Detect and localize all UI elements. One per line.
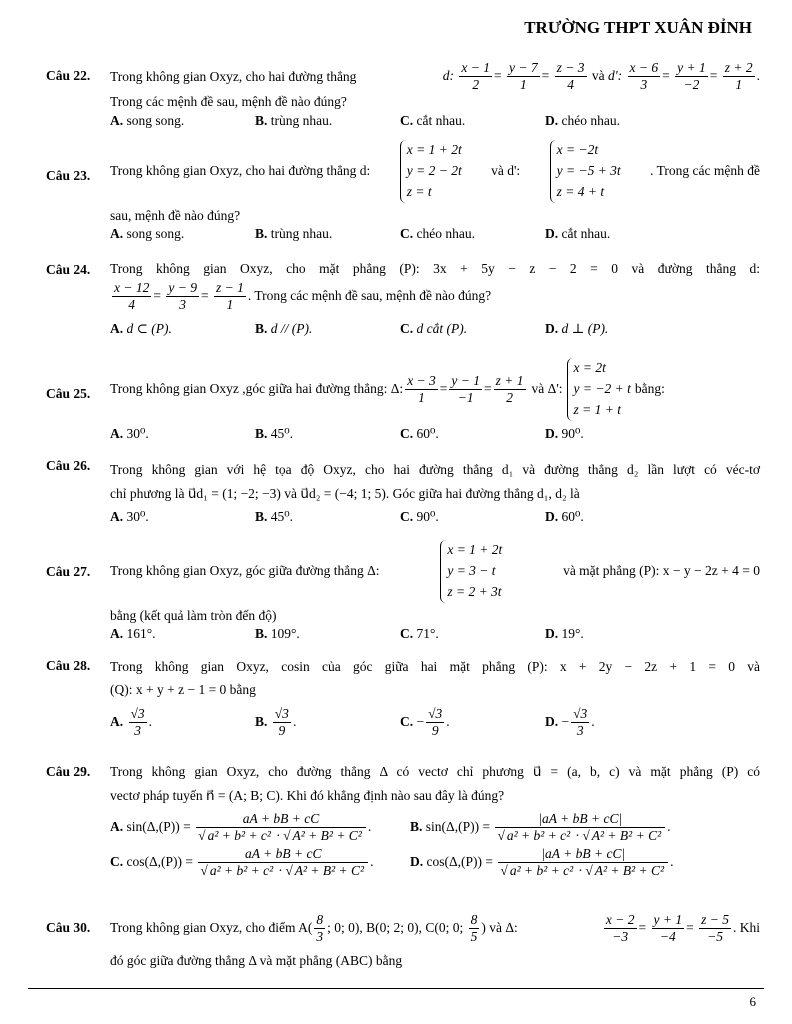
question-22: Câu 22. Trong không gian Oxyz, cho hai đường thẳng d: $\frac{x - 1}{2}$ = $\frac{y - 7}{1}$ = $\frac{z - 3}{4}$ và d': $\frac{x - 6}{3}$ = $\frac{y + 1}{-2}$ = $\frac{z + 2}{1}$ . Trong các mệnh đề sau, mệnh đề nào đúng? A. song song. B. trùng nhau. C. cắt nhau. D. chéo nhau. (46, 60, 760, 130)
option-b[interactable]: B. trùng nhau. (255, 112, 333, 128)
question-text: Trong không gian Oxyz, cho hai đường thẳng (110, 68, 357, 84)
school-header: TRƯỜNG THPT XUÂN ĐỈNH (524, 18, 752, 37)
option-c[interactable]: C. chéo nhau. (400, 225, 475, 241)
question-25: Câu 25. Trong không gian Oxyz ,góc giữa hai đường thẳng: Δ: $\frac{x - 3}{1}$ = $\frac{y - 1}{-1}$ = $\frac{z + 1}{2}$ và Δ': x = 2t y = −2 + t z = 1 + t bằng: A. 30⁰. B. 45⁰. C. 60⁰. D. 90⁰. (46, 358, 760, 443)
page-number: 6 (749, 994, 756, 1009)
option-b[interactable]: B. 109°. (255, 625, 300, 641)
option-b[interactable]: B. trùng nhau. (255, 225, 333, 241)
question-26: Câu 26. Trong không gian với hệ tọa độ Oxyz, cho hai đường thẳng d₁ và đường thẳng d₂ lần lượt có véc-tơ chỉ phương là u⃗d₁ = (1; −2; −3) và u⃗d₂ = (−4; 1; 5). Góc giữa hai đường thẳng d₁, d₂ là A. 30⁰. B. 45⁰. C. 90⁰. D. 60⁰. (46, 458, 760, 529)
option-a[interactable]: A. sin(Δ,(P)) = $\frac{aA + bB + cC}{\text{√ a² + b² + c² · √ A² + B² + C²}}$ . (110, 810, 372, 843)
option-b[interactable]: B. $\frac{√3}{9}$ . (255, 705, 297, 739)
option-a[interactable]: A. 30⁰. (110, 425, 149, 441)
option-a[interactable]: A. d ⊂ (P). (110, 320, 172, 336)
option-b[interactable]: B. d // (P). (255, 320, 313, 336)
option-a[interactable]: A. 161°. (110, 625, 156, 641)
option-b[interactable]: B. 45⁰. (255, 509, 294, 525)
option-c[interactable]: C. d cắt (P). (400, 320, 468, 336)
option-d[interactable]: D. 60⁰. (545, 509, 584, 525)
option-c[interactable]: C. cắt nhau. (400, 112, 466, 128)
option-c[interactable]: C. 90⁰. (400, 509, 439, 525)
answer-options (110, 112, 760, 130)
question-27: Câu 27. Trong không gian Oxyz, góc giữa đường thẳng Δ: x = 1 + 2t y = 3 − t z = 2 + 3t và mặt phẳng (P): x − y − 2z + 4 = 0 bằng (kết quả làm tròn đến độ) A. 161°. B. 109°. C. 71°. D. 19°. (46, 540, 760, 643)
option-b[interactable]: B. sin(Δ,(P)) = $\frac{|aA + bB + cC|}{\text{√ a² + b² + c² · √ A² + B² + C²}}$ . (410, 810, 671, 843)
question-23: Câu 23. Trong không gian Oxyz, cho hai đường thẳng d: x = 1 + 2t y = 2 − 2t z = t và d': x = −2t y = −5 + 3t z = 4 + t . Trong các mệnh đề sau, mệnh đề nào đúng? A. song song. B. trùng nhau. C. chéo nhau. D. cắt nhau. (46, 140, 760, 243)
option-d[interactable]: D. chéo nhau. (545, 112, 620, 128)
option-a[interactable]: A. song song. (110, 225, 185, 241)
question-30: Câu 30. Trong không gian Oxyz, cho điểm A( $\frac{8}{3}$ ; 0; 0), B(0; 2; 0), C(0; 0; $\frac{8}{5}$ ) và Δ: $\frac{x - 2}{-3}$ = $\frac{y + 1}{-4}$ = $\frac{z - 5}{-5}$ . Khi đó góc giữa đường thẳng Δ và mặt phẳng (ABC) bằng (46, 912, 760, 969)
option-b[interactable]: B. 45⁰. (255, 425, 294, 441)
question-29: Câu 29. Trong không gian Oxyz, cho đường thẳng Δ có vectơ chỉ phương u⃗ = (a, b, c) và mặt phẳng (P) có vectơ pháp tuyến n⃗ = (A; B; C). Khi đó khẳng định nào sau đây là đúng? A. sin(Δ,(P)) = $\frac{aA + bB + cC}{\text{√ a² + b² + c² · √ A² + B² + C²}}$ . B. sin(Δ,(P)) = $\frac{|aA + bB + cC|}{\text{√ a² + b² + c² · √ A² + B² + C²}}$ . C. cos(Δ,(P)) = $\frac{aA + bB + cC}{\text{√ a² + b² + c² · √ A² + B² + C²}}$ . D. cos(Δ,(P)) = $\frac{|aA + bB + cC|}{\text{√ a² + b² + c² · √ A² + B² + C²}}$ . (46, 764, 760, 879)
question-28: Câu 28. Trong không gian Oxyz, cosin của góc giữa hai mặt phẳng (P): x + 2y − 2z + 1 = 0 và (Q): x + y + z − 1 = 0 bằng A. $\frac{√3}{3}$ . B. $\frac{√3}{9}$ . C. − $\frac{√3}{9}$ . D. − $\frac{√3}{3}$ . (46, 658, 760, 739)
option-c[interactable]: C. 60⁰. (400, 425, 439, 441)
option-d[interactable]: D. 19°. (545, 625, 584, 641)
option-c[interactable]: C. 71°. (400, 625, 439, 641)
option-c[interactable]: C. − $\frac{√3}{9}$ . (400, 705, 450, 739)
option-d[interactable]: D. cắt nhau. (545, 225, 611, 241)
option-d[interactable]: D. cos(Δ,(P)) = $\frac{|aA + bB + cC|}{\text{√ a² + b² + c² · √ A² + B² + C²}}$ . (410, 845, 674, 879)
option-d[interactable]: D. d ⊥ (P). (545, 320, 609, 336)
option-a[interactable]: A. song song. (110, 112, 185, 128)
footer-divider (28, 988, 764, 989)
option-a[interactable]: A. 30⁰. (110, 509, 149, 525)
option-d[interactable]: D. − $\frac{√3}{3}$ . (545, 705, 595, 739)
question-24: Câu 24. Trong không gian Oxyz, cho mặt phẳng (P): 3x + 5y − z − 2 = 0 và đường thẳng d: $\frac{x - 12}{4}$ = $\frac{y - 9}{3}$ = $\frac{z - 1}{1}$ . Trong các mệnh đề sau, mệnh đề nào đúng? A. d ⊂ (P). B. d // (P). C. d cắt (P). D. d ⊥ (P). (46, 260, 760, 338)
option-d[interactable]: D. 90⁰. (545, 425, 584, 441)
option-a[interactable]: A. $\frac{√3}{3}$ . (110, 705, 153, 739)
option-c[interactable]: C. cos(Δ,(P)) = $\frac{aA + bB + cC}{\text{√ a² + b² + c² · √ A² + B² + C²}}$ . (110, 845, 374, 879)
question-number: Câu 22. (46, 68, 91, 83)
